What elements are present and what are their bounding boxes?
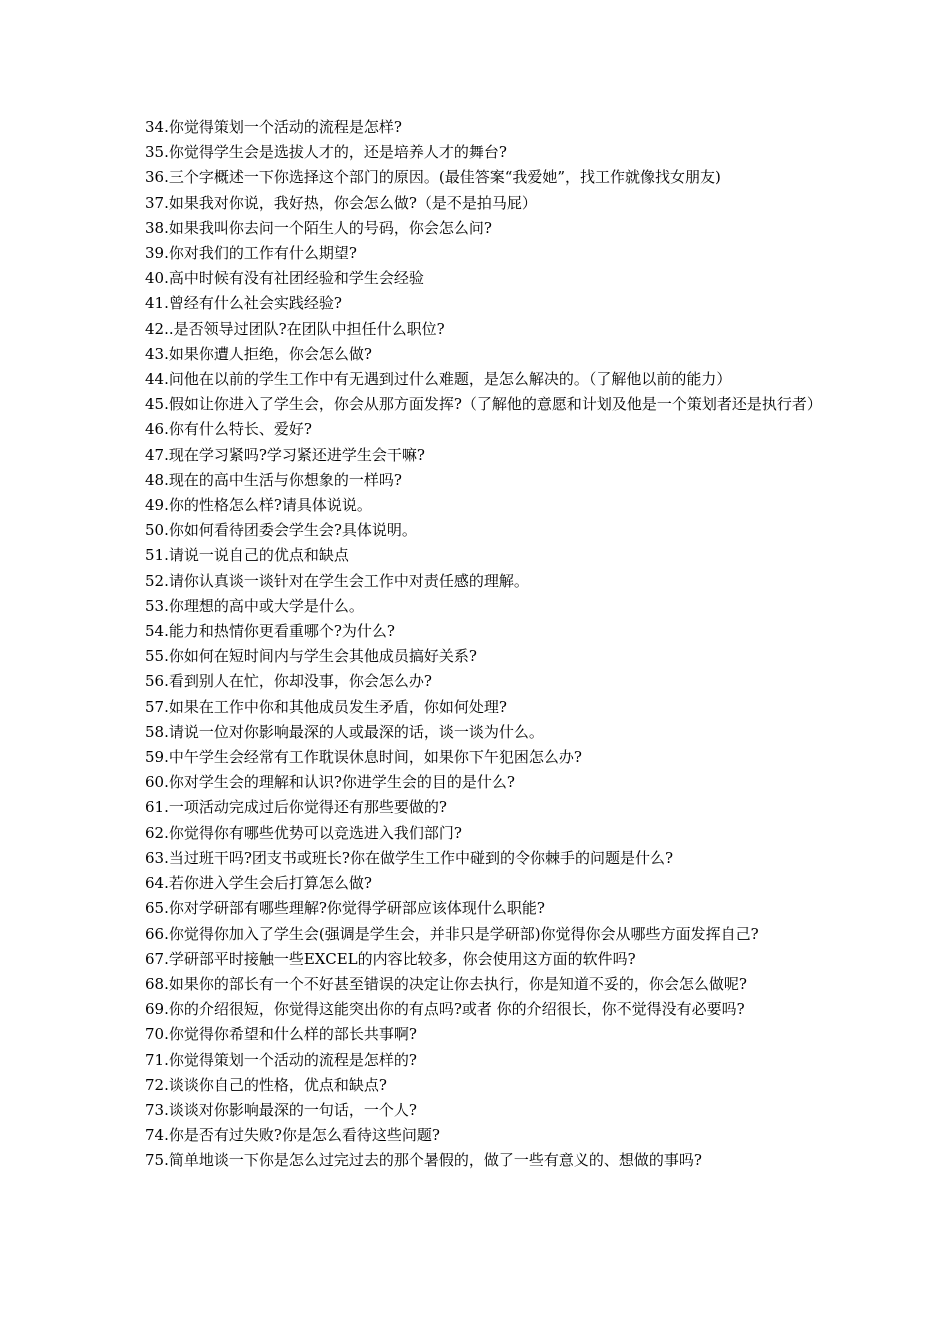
- question-53: 53.你理想的高中或大学是什么。: [145, 596, 364, 615]
- question-61: 61.一项活动完成过后你觉得还有那些要做的?: [145, 798, 447, 817]
- question-72: 72.谈谈你自己的性格，优点和缺点?: [145, 1075, 387, 1094]
- question-49: 49.你的性格怎么样?请具体说说。: [145, 496, 372, 515]
- question-35: 35.你觉得学生会是选拔人才的，还是培养人才的舞台?: [145, 143, 507, 162]
- question-38: 38.如果我叫你去问一个陌生人的号码，你会怎么问?: [145, 218, 492, 237]
- question-68: 68.如果你的部长有一个不好甚至错误的决定让你去执行，你是知道不妥的，你会怎么做呢?: [145, 974, 747, 993]
- question-64: 64.若你进入学生会后打算怎么做?: [145, 874, 372, 893]
- question-75: 75.简单地谈一下你是怎么过完过去的那个暑假的，做了一些有意义的、想做的事吗?: [145, 1151, 702, 1170]
- question-36: 36.三个字概述一下你选择这个部门的原因。(最佳答案“我爱她”，找工作就像找女朋友): [145, 168, 721, 187]
- question-34: 34.你觉得策划一个活动的流程是怎样?: [145, 118, 402, 136]
- question-73: 73.谈谈对你影响最深的一句话，一个人?: [145, 1100, 417, 1119]
- question-59: 59.中午学生会经常有工作耽误休息时间，如果你下午犯困怎么办?: [145, 748, 582, 767]
- question-66: 66.你觉得你加入了学生会(强调是学生会，并非只是学研部)你觉得你会从哪些方面发挥自己?: [145, 924, 759, 943]
- question-45: 45.假如让你进入了学生会，你会从那方面发挥?（了解他的意愿和计划及他是一个策划者还是执行者）: [145, 395, 822, 414]
- question-37: 37.如果我对你说，我好热，你会怎么做?（是不是拍马屁）: [145, 193, 537, 212]
- question-56: 56.看到别人在忙，你却没事，你会怎么办?: [145, 672, 432, 691]
- question-39: 39.你对我们的工作有什么期望?: [145, 244, 357, 263]
- question-69: 69.你的介绍很短，你觉得这能突出你的有点吗?或者 你的介绍很长，你不觉得没有必要吗?: [145, 1000, 745, 1019]
- question-44: 44.问他在以前的学生工作中有无遇到过什么难题，是怎么解决的。（了解他以前的能力）: [145, 370, 732, 389]
- question-52: 52.请你认真谈一谈针对在学生会工作中对责任感的理解。: [145, 571, 529, 590]
- question-43: 43.如果你遭人拒绝，你会怎么做?: [145, 344, 372, 363]
- question-67: 67.学研部平时接触一些EXCEL的内容比较多，你会使用这方面的软件吗?: [145, 949, 636, 968]
- question-63: 63.当过班干吗?团支书或班长?你在做学生工作中碰到的令你棘手的问题是什么?: [145, 848, 673, 867]
- question-70: 70.你觉得你希望和什么样的部长共事啊?: [145, 1025, 417, 1044]
- question-40: 40.高中时候有没有社团经验和学生会经验: [145, 269, 424, 288]
- question-60: 60.你对学生会的理解和认识?你进学生会的目的是什么?: [145, 773, 515, 792]
- question-47: 47.现在学习紧吗?学习紧还进学生会干嘛?: [145, 445, 425, 464]
- question-74: 74.你是否有过失败?你是怎么看待这些问题?: [145, 1126, 440, 1145]
- question-55: 55.你如何在短时间内与学生会其他成员搞好关系?: [145, 647, 477, 666]
- question-71: 71.你觉得策划一个活动的流程是怎样的?: [145, 1050, 417, 1069]
- question-62: 62.你觉得你有哪些优势可以竞选进入我们部门?: [145, 823, 462, 842]
- question-54: 54.能力和热情你更看重哪个?为什么?: [145, 622, 395, 641]
- question-46: 46.你有什么特长、爱好?: [145, 420, 312, 439]
- question-42: 42..是否领导过团队?在团队中担任什么职位?: [145, 319, 445, 338]
- question-41: 41.曾经有什么社会实践经验?: [145, 294, 342, 313]
- question-51: 51.请说一说自己的优点和缺点: [145, 546, 349, 565]
- question-57: 57.如果在工作中你和其他成员发生矛盾，你如何处理?: [145, 697, 507, 716]
- question-48: 48.现在的高中生活与你想象的一样吗?: [145, 470, 402, 489]
- document-page: [145, 115, 825, 1174]
- question-65: 65.你对学研部有哪些理解?你觉得学研部应该体现什么职能?: [145, 899, 545, 918]
- question-58: 58.请说一位对你影响最深的人或最深的话，谈一谈为什么。: [145, 722, 544, 741]
- question-50: 50.你如何看待团委会学生会?具体说明。: [145, 521, 417, 540]
